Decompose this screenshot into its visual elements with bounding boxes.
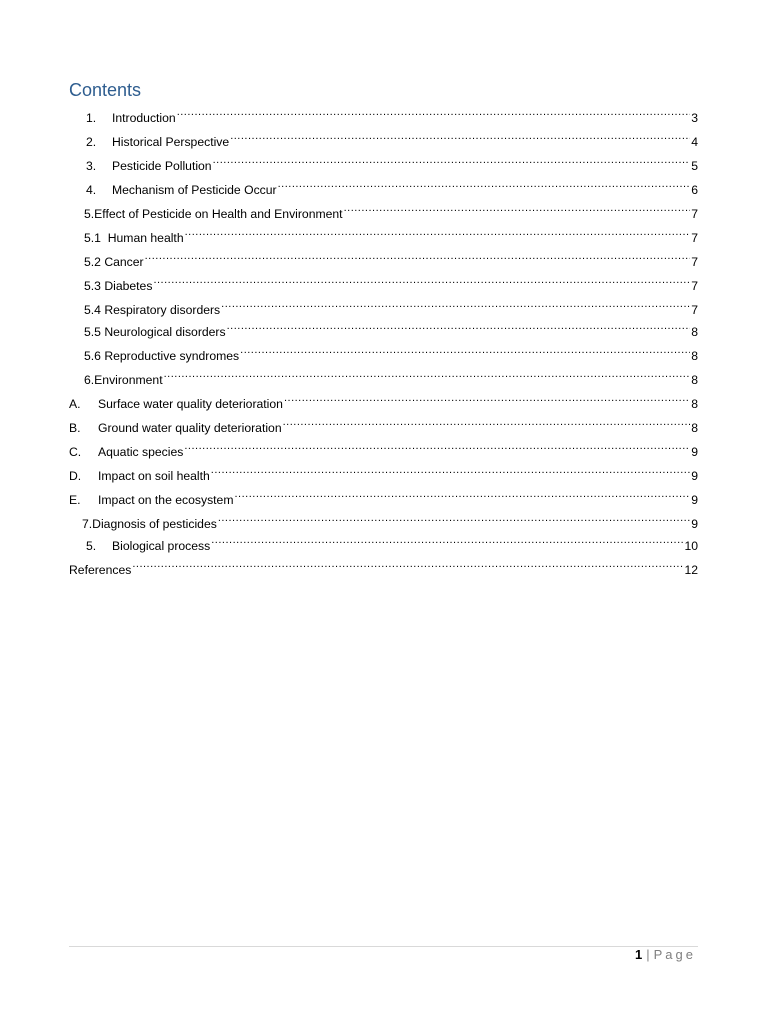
toc-entry[interactable] [69, 416, 698, 436]
toc-entry-page: 7 [691, 207, 698, 221]
toc-entry-page: 3 [691, 111, 698, 125]
toc-entry-label: Historical Perspective [112, 135, 230, 149]
toc-dot-leader [185, 226, 691, 242]
toc-entry-page: 9 [691, 517, 698, 531]
toc-dot-leader [218, 512, 690, 528]
toc-dot-leader [211, 534, 683, 550]
toc-entry-label: 5.2 Cancer [84, 255, 144, 269]
toc-entry-page: 8 [691, 397, 698, 411]
toc-dot-leader [278, 178, 691, 194]
toc-entry-label: 5.4 Respiratory disorders [84, 303, 221, 317]
toc-entry-page: 8 [691, 325, 698, 339]
toc-entry-number: E. [69, 493, 81, 507]
toc-entry-label: 6.Environment [84, 373, 163, 387]
toc-entry-label: Impact on soil health [98, 469, 210, 483]
toc-entry-label: Mechanism of Pesticide Occur [112, 183, 277, 197]
toc-entry-page: 9 [691, 493, 698, 507]
toc-entry-number: D. [69, 469, 82, 483]
toc-entry-page: 10 [684, 539, 698, 553]
toc-entry[interactable] [69, 464, 698, 484]
toc-entry[interactable] [69, 558, 698, 578]
toc-entry-label: 5.1 Human health [84, 231, 184, 245]
toc-entry-label: Aquatic species [98, 445, 184, 459]
toc-entry-number: 5. [86, 539, 97, 553]
toc-entry[interactable] [82, 512, 698, 532]
toc-entry-page: 4 [691, 135, 698, 149]
toc-entry-label: 5.5 Neurological disorders [84, 325, 226, 339]
toc-dot-leader [213, 154, 691, 170]
footer-separator: | [646, 947, 650, 962]
toc-entry-number: 4. [86, 183, 97, 197]
toc-entry-page: 9 [691, 469, 698, 483]
toc-entry[interactable] [84, 274, 698, 294]
toc-entry-number: B. [69, 421, 81, 435]
toc-entry[interactable] [84, 344, 698, 364]
toc-entry-label: 5.Effect of Pesticide on Health and Environment [84, 207, 343, 221]
toc-dot-leader [145, 250, 691, 266]
toc-entry[interactable] [86, 178, 698, 198]
toc-entry[interactable] [84, 298, 698, 318]
toc-dot-leader [234, 488, 690, 504]
toc-dot-leader [164, 368, 691, 384]
toc-dot-leader [184, 440, 690, 456]
toc-dot-leader [211, 464, 690, 480]
toc-dot-leader [283, 416, 691, 432]
toc-entry-number: A. [69, 397, 81, 411]
toc-entry[interactable] [86, 130, 698, 150]
toc-dot-leader [344, 202, 691, 218]
toc-entry-label: 7.Diagnosis of pesticides [82, 517, 217, 531]
toc-entry-label: References [69, 563, 132, 577]
toc-entry[interactable] [84, 250, 698, 270]
toc-entry-label: Biological process [112, 539, 211, 553]
toc-entry-page: 8 [691, 421, 698, 435]
toc-entry-page: 9 [691, 445, 698, 459]
toc-entry-label: Introduction [112, 111, 176, 125]
toc-heading: Contents [69, 80, 142, 100]
page-footer [635, 947, 696, 962]
toc-entry-label: Ground water quality deterioration [98, 421, 282, 435]
footer-divider [69, 946, 698, 947]
toc-dot-leader [284, 392, 690, 408]
toc-dot-leader [177, 106, 691, 122]
toc-entry-page: 6 [691, 183, 698, 197]
toc-entry[interactable] [86, 154, 698, 174]
toc-entry[interactable] [86, 106, 698, 126]
toc-entry[interactable] [84, 320, 698, 340]
toc-entry[interactable] [69, 440, 698, 460]
toc-entry[interactable] [84, 202, 698, 222]
toc-entry-label: 5.3 Diabetes [84, 279, 153, 293]
toc-entry[interactable] [86, 534, 698, 554]
toc-entry-page: 7 [691, 279, 698, 293]
toc-entry[interactable] [84, 368, 698, 388]
toc-dot-leader [153, 274, 690, 290]
toc-entry-page: 7 [691, 303, 698, 317]
toc-entry-number: 3. [86, 159, 97, 173]
toc-entry-label: Pesticide Pollution [112, 159, 212, 173]
toc-entry-page: 8 [691, 373, 698, 387]
footer-page-number: 1 [635, 947, 643, 962]
toc-entry-page: 7 [691, 255, 698, 269]
toc-dot-leader [132, 558, 683, 574]
footer-page-word: Page [653, 947, 696, 962]
toc-dot-leader [221, 298, 690, 314]
toc-entry[interactable] [69, 392, 698, 412]
toc-entry[interactable] [84, 226, 698, 246]
toc-entry-label: 5.6 Reproductive syndromes [84, 349, 240, 363]
toc-entry-number: 1. [86, 111, 97, 125]
toc-entry-label: Surface water quality deterioration [98, 397, 283, 411]
toc-entry[interactable] [69, 488, 698, 508]
toc-dot-leader [227, 320, 691, 336]
toc-entry-page: 5 [691, 159, 698, 173]
toc-entry-number: C. [69, 445, 82, 459]
toc-entry-page: 12 [684, 563, 698, 577]
toc-entry-number: 2. [86, 135, 97, 149]
toc-entry-page: 7 [691, 231, 698, 245]
toc-dot-leader [240, 344, 690, 360]
toc-entry-page: 8 [691, 349, 698, 363]
toc-dot-leader [230, 130, 690, 146]
toc-entry-label: Impact on the ecosystem [98, 493, 234, 507]
